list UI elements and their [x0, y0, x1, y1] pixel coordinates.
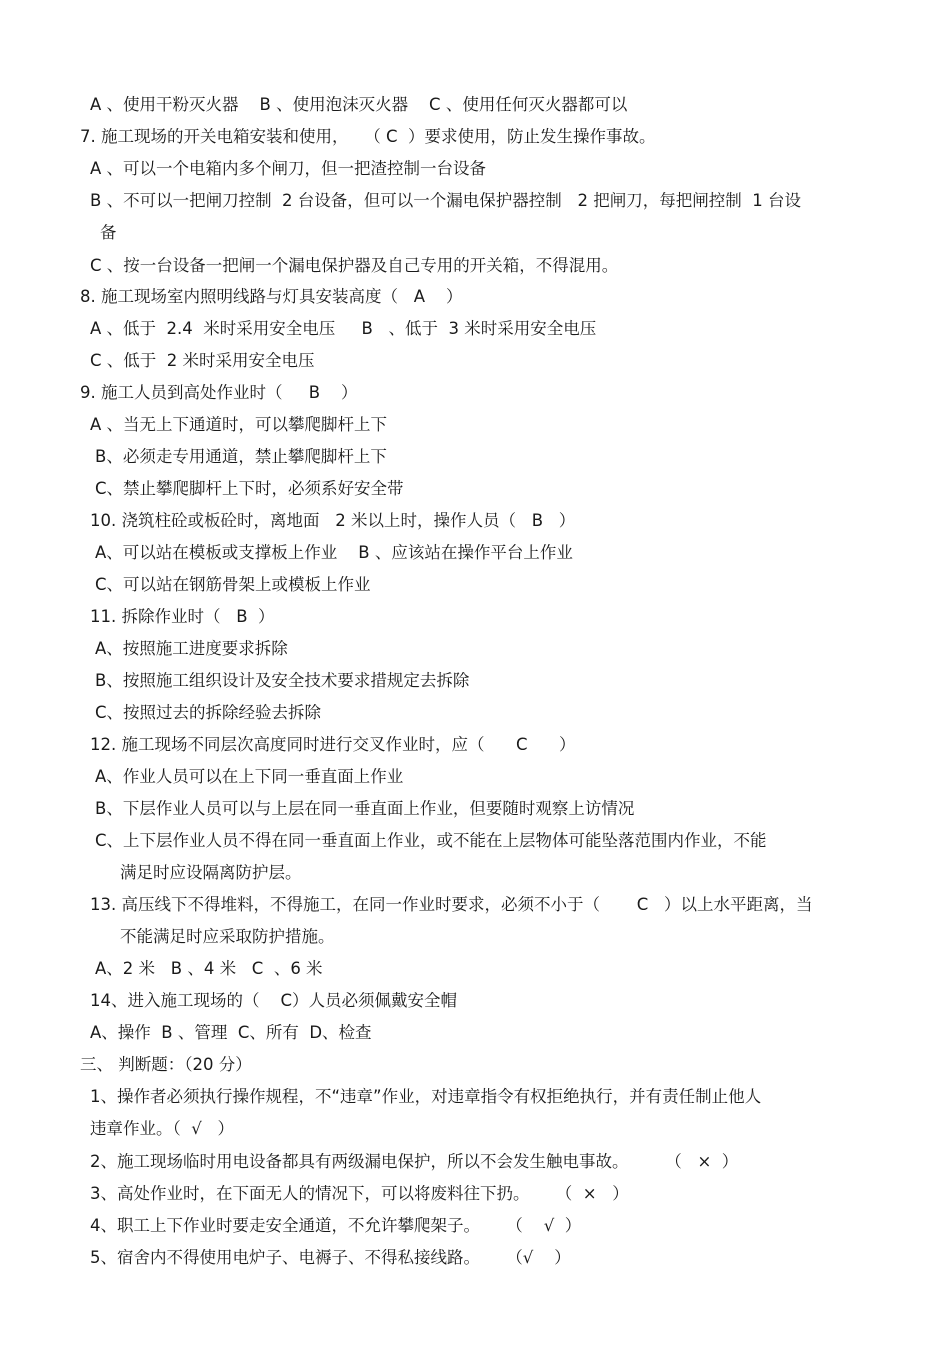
question-line: 7. 施工现场的开关电箱安装和使用， （ C ）要求使用，防止发生操作事故。: [80, 127, 656, 146]
statement-line: 违章作业。（ √ ）: [90, 1119, 234, 1138]
option-line: A、作业人员可以在上下同一垂直面上作业: [95, 767, 404, 786]
statement-line: 2、施工现场临时用电设备都具有两级漏电保护，所以不会发生触电事故。 （ × ）: [90, 1152, 739, 1171]
question-line: 13. 高压线下不得堆料，不得施工，在同一作业时要求，必须不小于（ C ）以上水平距离，当: [90, 895, 813, 914]
statement-line: 4、职工上下作业时要走安全通道，不允许攀爬架子。 （ √ ）: [90, 1216, 582, 1235]
option-line: A、2 米 B 、4 米 C 、6 米: [95, 959, 323, 978]
option-line: 满足时应设隔离防护层。: [120, 863, 302, 882]
question-line: 9. 施工人员到高处作业时（ B ）: [80, 383, 358, 402]
option-line: A 、可以一个电箱内多个闸刀，但一把渣控制一台设备: [90, 159, 487, 178]
question-line: 14、进入施工现场的（ C）人员必须佩戴安全帽: [90, 991, 457, 1010]
option-line: C 、低于 2 米时采用安全电压: [90, 351, 315, 370]
option-line: A、按照施工进度要求拆除: [95, 639, 288, 658]
option-line: B、按照施工组织设计及安全技术要求措规定去拆除: [95, 671, 470, 690]
option-line: A、可以站在模板或支撑板上作业 B 、应该站在操作平台上作业: [95, 543, 573, 562]
option-line: B、必须走专用通道，禁止攀爬脚杆上下: [95, 447, 387, 466]
statement-line: 5、宿舍内不得使用电炉子、电褥子、不得私接线路。 （√ ）: [90, 1248, 571, 1267]
option-line: C、可以站在钢筋骨架上或模板上作业: [95, 575, 371, 594]
option-line: A、操作 B 、管理 C、所有 D、检查: [90, 1023, 372, 1042]
statement-line: 1、操作者必须执行操作规程，不“违章”作业，对违章指令有权拒绝执行，并有责任制止他人: [90, 1087, 762, 1106]
option-line: A 、使用干粉灭火器 B 、使用泡沫灭火器 C 、使用任何灭火器都可以: [90, 95, 628, 114]
question-line: 不能满足时应采取防护措施。: [120, 927, 335, 946]
question-line: 10. 浇筑柱砼或板砼时，离地面 2 米以上时，操作人员（ B ）: [90, 511, 576, 530]
statement-line: 3、高处作业时，在下面无人的情况下，可以将废料往下扔。 （ × ）: [90, 1184, 629, 1203]
option-line: A 、当无上下通道时，可以攀爬脚杆上下: [90, 415, 388, 434]
option-line: C、按照过去的拆除经验去拆除: [95, 703, 322, 722]
section-heading: 三、 判断题：（20 分）: [80, 1055, 252, 1074]
option-line: A 、低于 2.4 米时采用安全电压 B 、低于 3 米时采用安全电压: [90, 319, 597, 338]
question-line: 11. 拆除作业时（ B ）: [90, 607, 275, 626]
option-line: C、上下层作业人员不得在同一垂直面上作业，或不能在上层物体可能坠落范围内作业，不能: [95, 831, 767, 850]
option-line: B、下层作业人员可以与上层在同一垂直面上作业，但要随时观察上访情况: [95, 799, 635, 818]
question-line: 12. 施工现场不同层次高度同时进行交叉作业时，应（ C ）: [90, 735, 576, 754]
option-line: B 、不可以一把闸刀控制 2 台设备，但可以一个漏电保护器控制 2 把闸刀，每把闸控制 1 台设: [90, 191, 802, 210]
option-line: 备: [100, 223, 117, 242]
option-line: C、禁止攀爬脚杆上下时，必须系好安全带: [95, 479, 404, 498]
option-line: C 、按一台设备一把闸一个漏电保护器及自己专用的开关箱，不得混用。: [90, 256, 619, 275]
question-line: 8. 施工现场室内照明线路与灯具安装高度（ A ）: [80, 287, 463, 306]
